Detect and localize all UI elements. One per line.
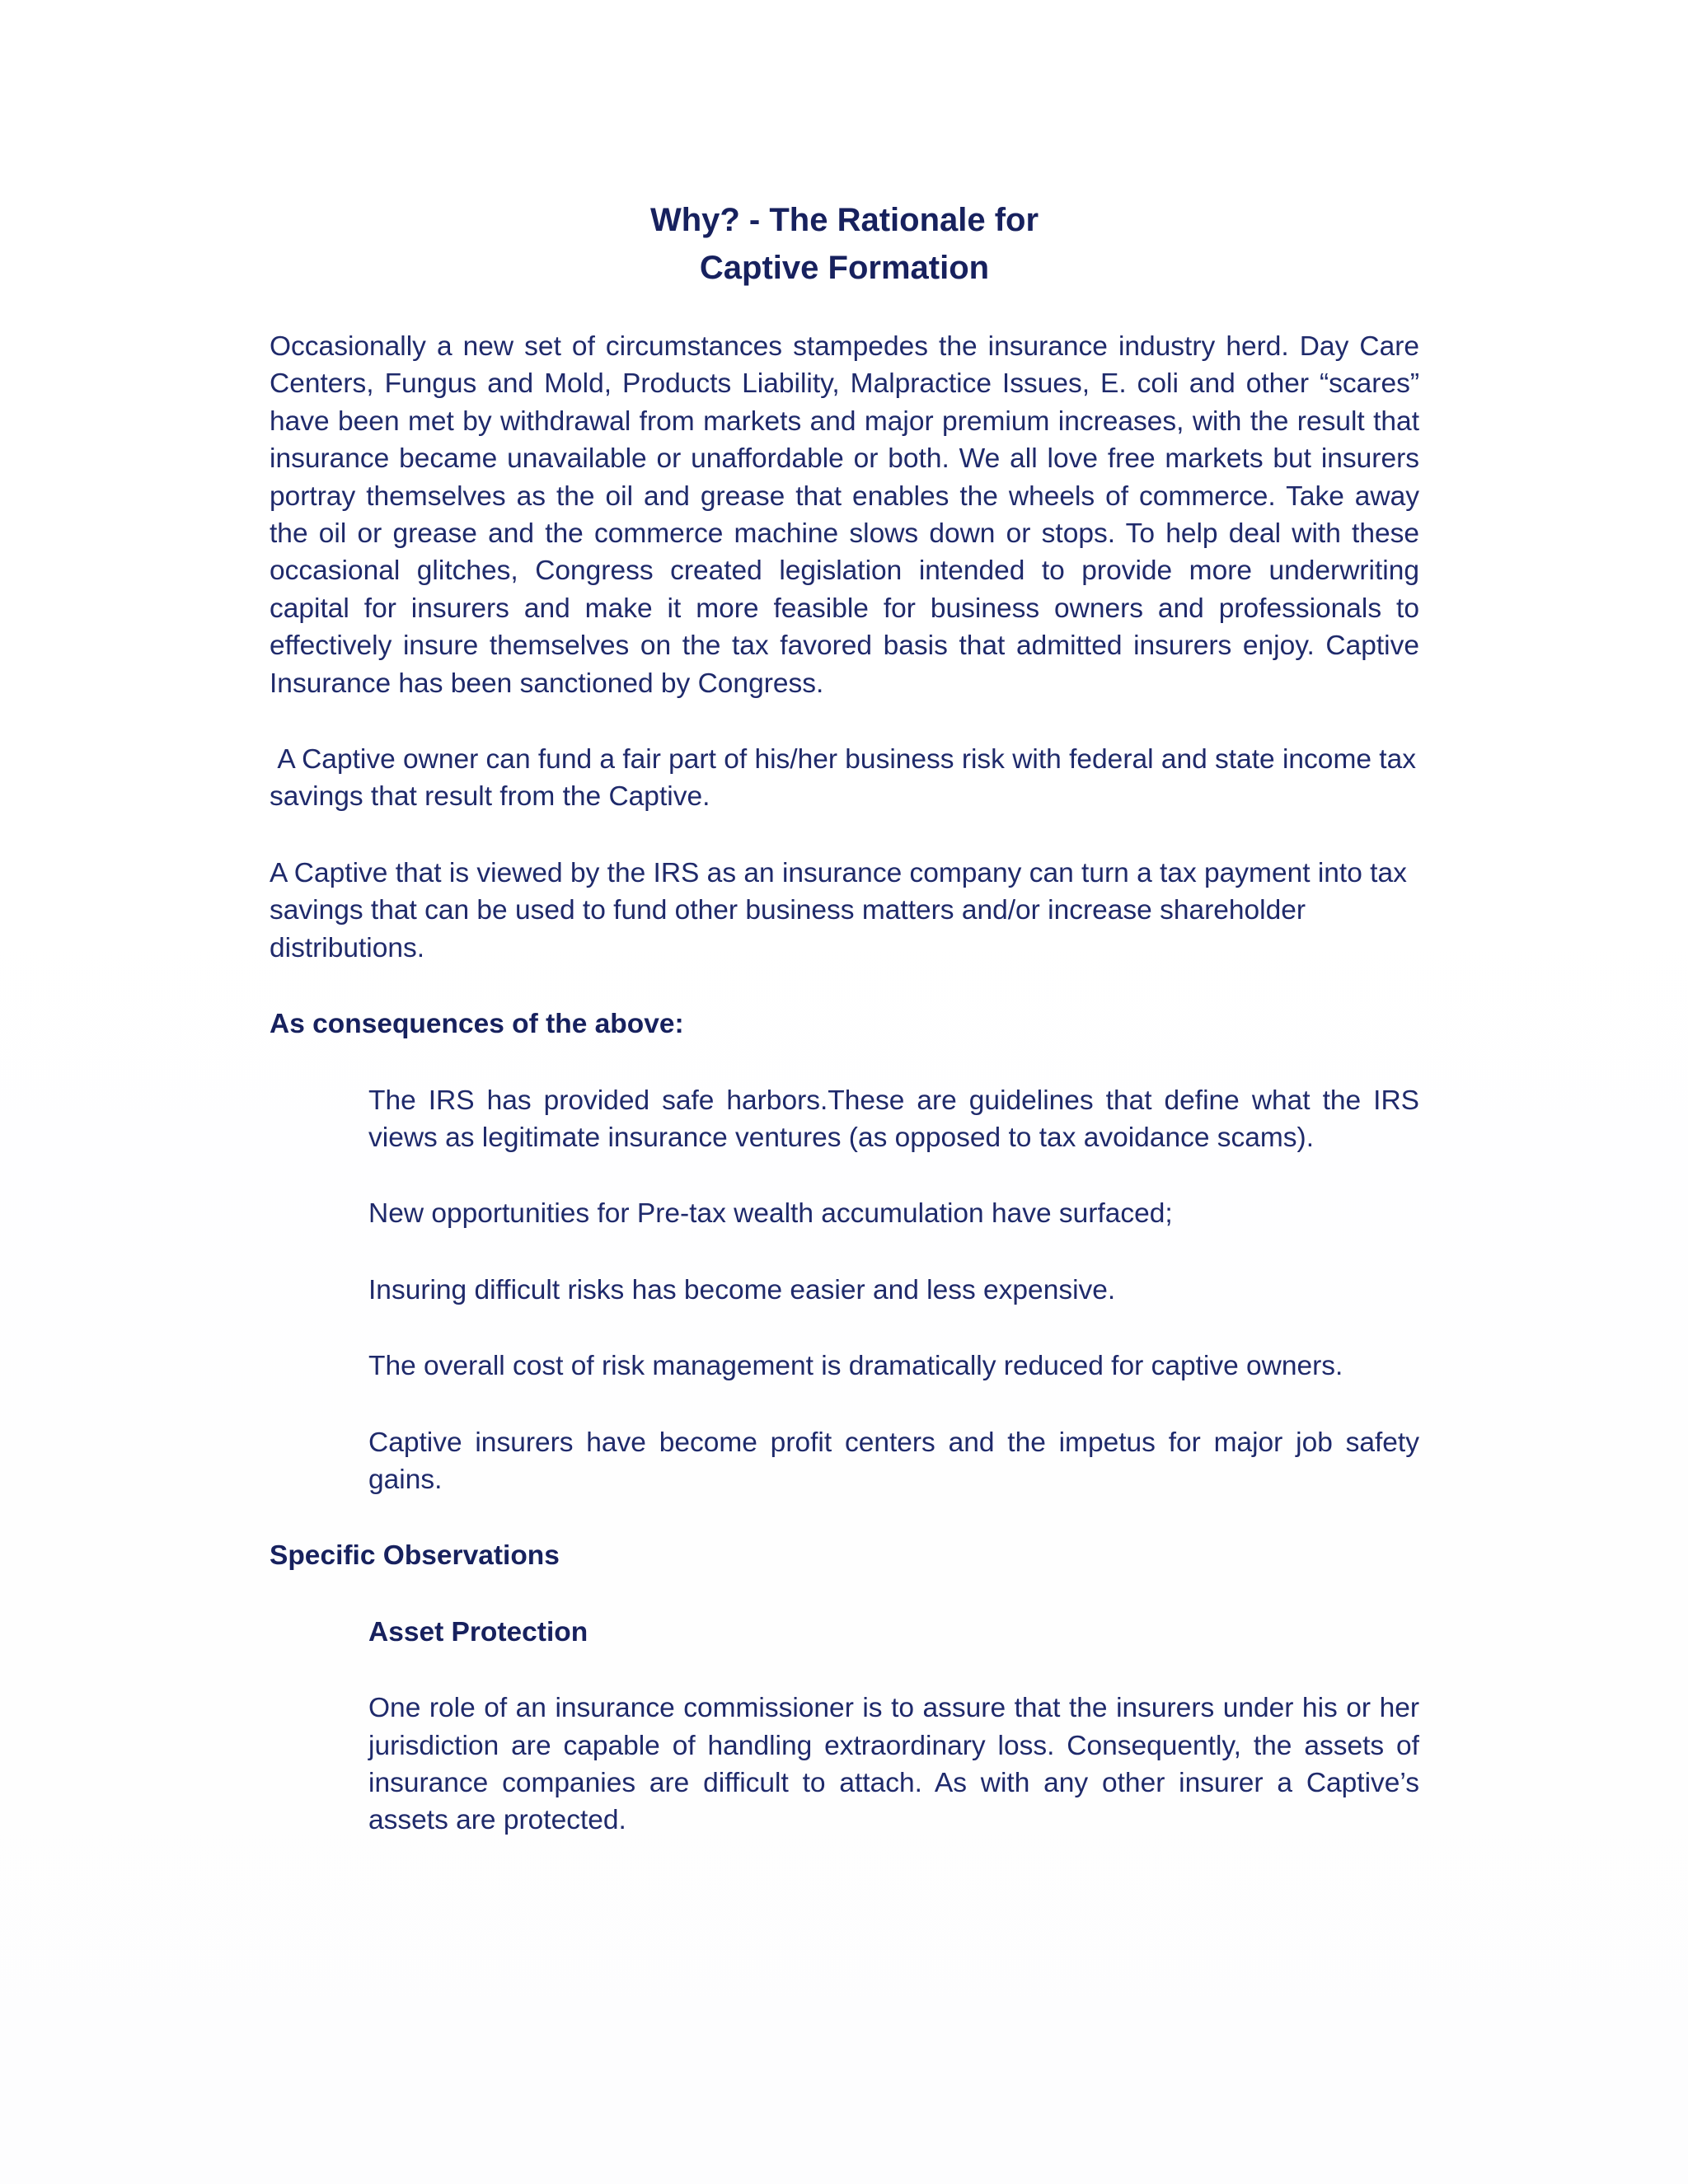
title-line-1: Why? - The Rationale for bbox=[649, 202, 1039, 238]
consequence-item-1: The IRS has provided safe harbors.These are guidelines that define what the IRS views as legitimate insurance ventures (as opposed to tax avoidance scams). bbox=[368, 1085, 1419, 1153]
asset-protection-paragraph: One role of an insurance commissioner is to assure that the insurers under his or her jurisdiction are capable of handling extraordinary loss. Consequently, the assets of insurance companies are difficult to attach. As with any other insurer a Captive’s assets are protected. bbox=[368, 1693, 1419, 1836]
consequence-item-3: Insuring difficult risks has become easier and less expensive. bbox=[368, 1274, 1116, 1305]
intro-paragraph: Occasionally a new set of circumstances stampedes the insurance industry herd. Day Care Centers, Fungus and Mold, Products Liability, Malpractice Issues, E. coli and other “scares” have been met by withdrawal from markets and major premium increases, with the result that insurance became unavailable or unaffordable or both. We all love free markets but insurers portray themselves as the oil and grease that enables the wheels of commerce. Take away the oil or grease and the commerce machine slows down or stops. To help deal with these occasional glitches, Congress created legislation intended to provide more underwriting capital for insurers and make it more feasible for business owners and professionals to effectively insure themselves on the tax favored basis that admitted insurers enjoy. Captive Insurance has been sanctioned by Congress. bbox=[270, 331, 1419, 699]
owner-paragraph: A Captive owner can fund a fair part of his/her business risk with federal and state income tax savings that result from the Captive. bbox=[270, 744, 1424, 813]
consequence-item-4: The overall cost of risk management is dramatically reduced for captive owners. bbox=[368, 1351, 1343, 1382]
irs-paragraph: A Captive that is viewed by the IRS as an insurance company can turn a tax payment into tax savings that can be used to fund other business matters and/or increase shareholder distributions. bbox=[270, 857, 1407, 963]
asset-protection-heading: Asset Protection bbox=[368, 1616, 588, 1647]
consequence-item-5: Captive insurers have become profit centers and the impetus for major job safety gains. bbox=[368, 1427, 1419, 1495]
consequences-heading: As consequences of the above: bbox=[270, 1009, 684, 1040]
consequence-item-2: New opportunities for Pre-tax wealth accumulation have surfaced; bbox=[368, 1198, 1173, 1230]
document-body bbox=[270, 196, 1424, 1840]
title-line-2: Captive Formation bbox=[699, 250, 990, 286]
observations-heading: Specific Observations bbox=[270, 1540, 560, 1572]
document-title bbox=[270, 196, 1419, 292]
